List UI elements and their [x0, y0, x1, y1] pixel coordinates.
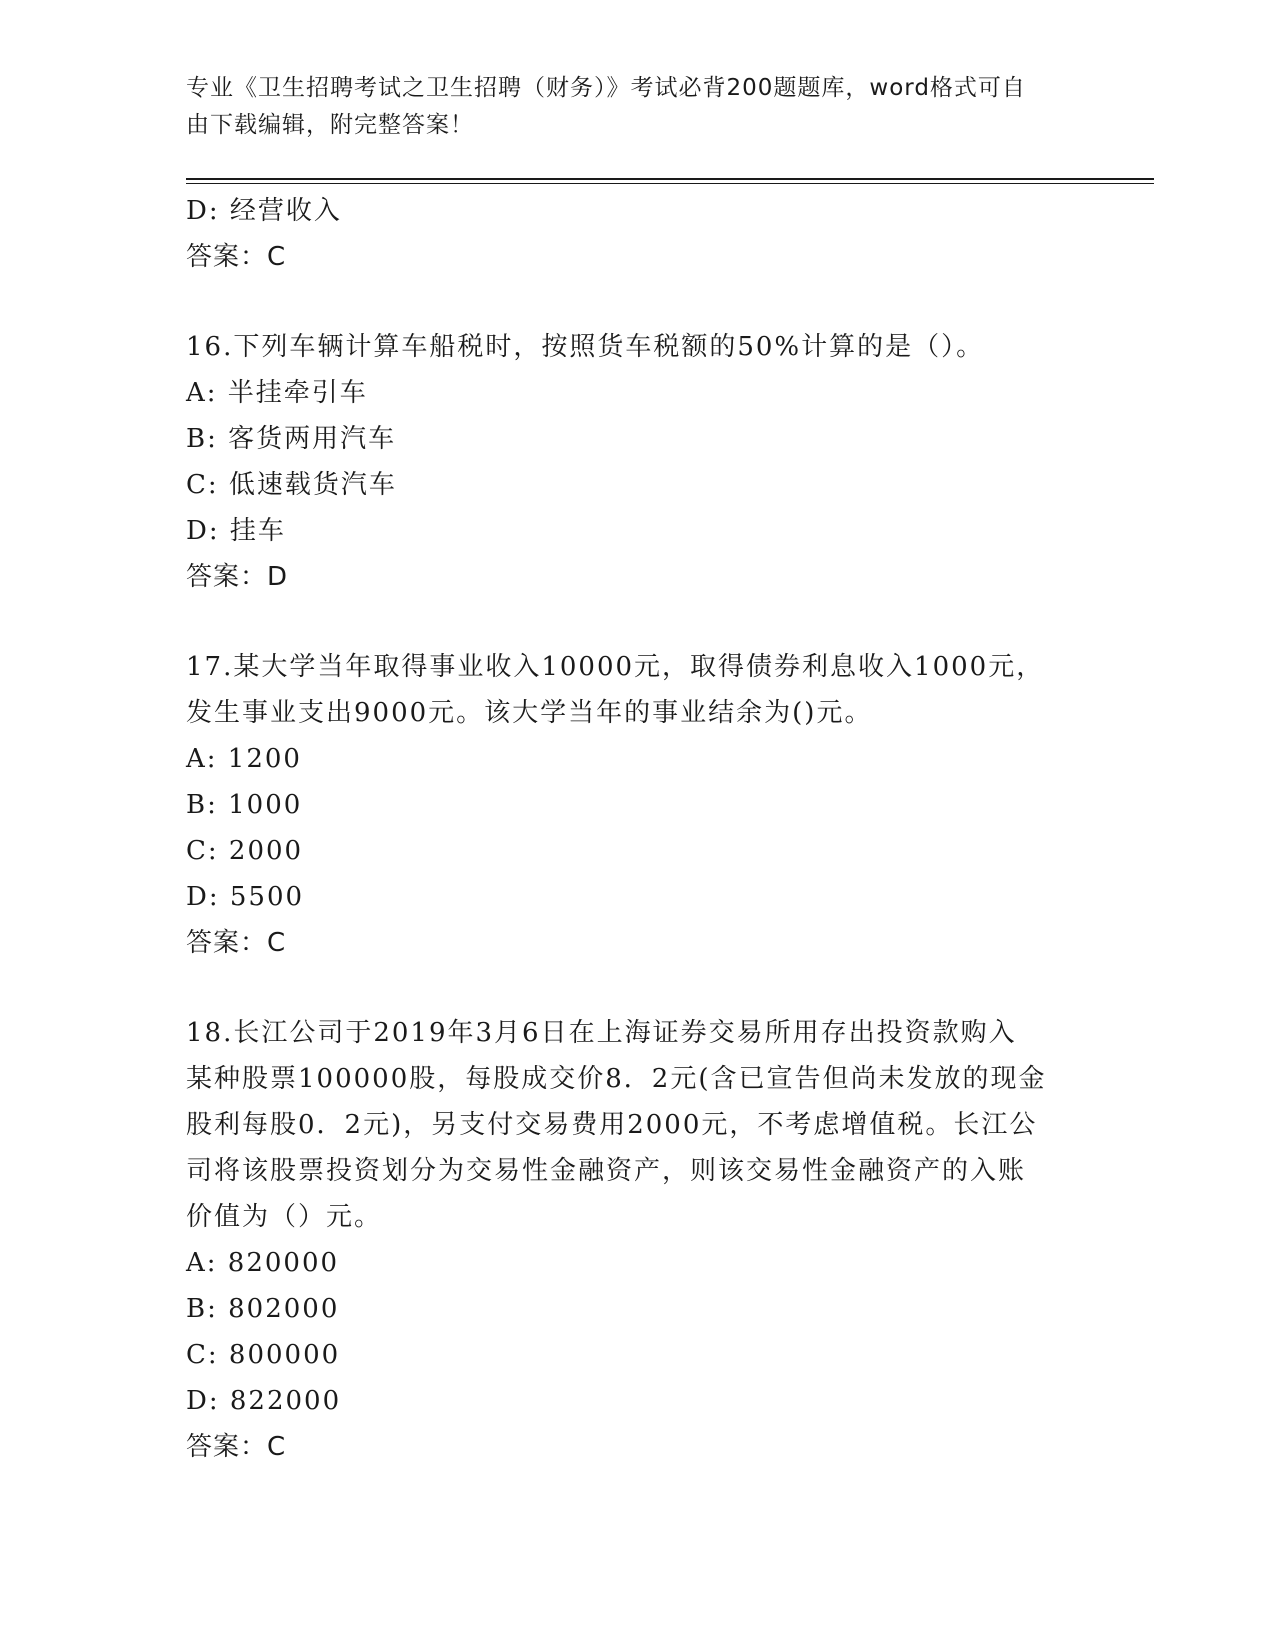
question-stem-line: 17.某大学当年取得事业收入10000元，取得债券利息收入1000元，	[186, 652, 1045, 682]
question-stem-line: 发生事业支出9000元。该大学当年的事业结余为()元。	[186, 698, 873, 728]
header-line-1: 专业《卫生招聘考试之卫生招聘（财务）》考试必背200题题库，word格式可自	[186, 75, 1026, 101]
question-stem: 16.下列车辆计算车船税时，按照货车税额的50%计算的是（）。	[186, 332, 985, 362]
answer: 答案：D	[186, 562, 289, 592]
option-d: D: 挂车	[186, 516, 286, 546]
option-a: A: 820000	[186, 1248, 340, 1278]
option-b: B: 802000	[186, 1294, 340, 1324]
question-stem-line: 18.长江公司于2019年3月6日在上海证券交易所用存出投资款购入	[186, 1018, 1017, 1048]
answer: 答案：C	[186, 1432, 287, 1462]
header-divider-thick	[186, 178, 1154, 180]
question-content	[186, 188, 1086, 1470]
option-d: D: 经营收入	[186, 196, 342, 226]
question-stem-line: 股利每股0．2元)，另支付交易费用2000元，不考虑增值税。长江公	[186, 1110, 1038, 1140]
question-17	[186, 644, 1086, 966]
answer: 答案：C	[186, 242, 287, 272]
option-c: C: 低速载货汽车	[186, 470, 397, 500]
previous-question-tail	[186, 188, 1086, 280]
document-header	[186, 70, 1066, 144]
spacer	[186, 600, 1086, 644]
option-b: B: 客货两用汽车	[186, 424, 397, 454]
spacer	[186, 966, 1086, 1010]
answer: 答案：C	[186, 928, 287, 958]
header-divider-thin	[186, 183, 1154, 184]
option-c: C: 800000	[186, 1340, 341, 1370]
option-d: D: 822000	[186, 1386, 342, 1416]
option-c: C: 2000	[186, 836, 304, 866]
question-stem-line: 价值为（）元。	[186, 1202, 383, 1232]
option-a: A: 半挂牵引车	[186, 378, 368, 408]
question-stem-line: 司将该股票投资划分为交易性金融资产，则该交易性金融资产的入账	[186, 1156, 1027, 1186]
header-line-2: 由下载编辑，附完整答案！	[186, 112, 474, 138]
spacer	[186, 280, 1086, 324]
question-16	[186, 324, 1086, 600]
option-d: D: 5500	[186, 882, 305, 912]
question-stem-line: 某种股票100000股，每股成交价8．2元(含已宣告但尚未发放的现金	[186, 1064, 1047, 1094]
option-b: B: 1000	[186, 790, 303, 820]
option-a: A: 1200	[186, 744, 302, 774]
question-18	[186, 1010, 1086, 1470]
